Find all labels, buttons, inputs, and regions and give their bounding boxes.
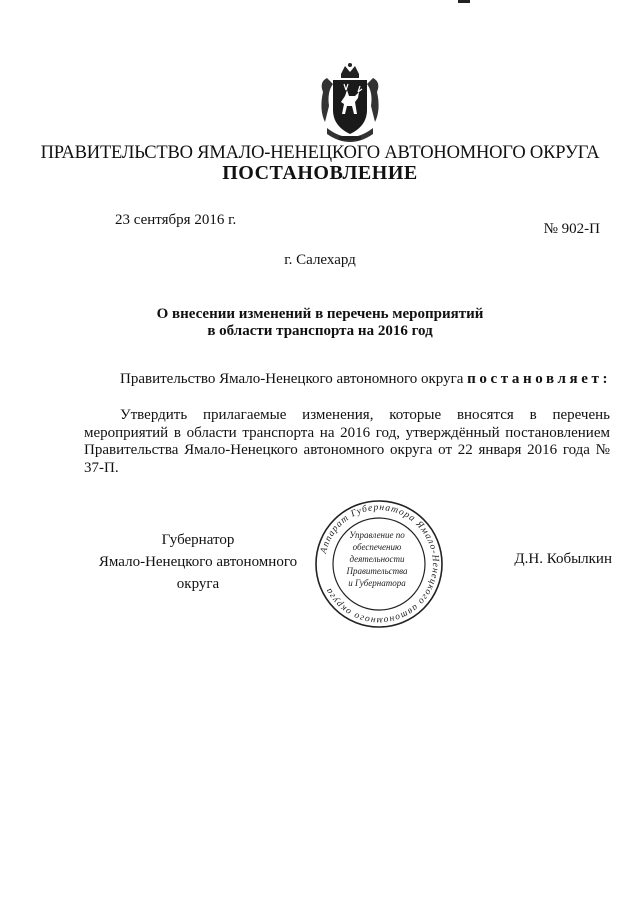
- resolution-paragraph: Утвердить прилагаемые изменения, которые вносятся в перечень мероприятий в области транспорта на 2016 год, утверждённый постановлением Правительства Ямало-Ненецкого автономного округа от 22 января 2016 года № 37-П.: [84, 407, 610, 476]
- document-number: № 902-П: [543, 221, 600, 237]
- document-city: г. Салехард: [284, 252, 356, 268]
- stamp-line: Управление по: [349, 530, 405, 540]
- position-line-2: Ямало-Ненецкого автономного округа: [98, 554, 298, 592]
- organization-name: ПРАВИТЕЛЬСТВО ЯМАЛО-НЕНЕЦКОГО АВТОНОМНОГО ОКРУГА: [40, 143, 600, 163]
- document-date: 23 сентября 2016 г.: [115, 212, 237, 228]
- document-title: [0, 306, 640, 340]
- title-line-2: в области транспорта на 2016 год: [207, 323, 433, 339]
- stamp-inner-text: [341, 529, 413, 589]
- signer-name: Д.Н. Кобылкин: [514, 551, 612, 567]
- title-line-1: О внесении изменений в перечень мероприятий: [156, 306, 484, 322]
- stamp-ring-text: Аппарат Губернатора Ямало-Ненецкого автономного округа: [319, 502, 441, 626]
- resolution-intro: [120, 371, 611, 388]
- stamp-line: и Губернатора: [348, 578, 406, 588]
- scan-mark: [458, 0, 470, 3]
- intro-subject: Правительство Ямало-Ненецкого автономного округа: [120, 371, 464, 387]
- coat-of-arms-icon: [317, 62, 383, 144]
- stamp-line: Правительства: [346, 566, 408, 576]
- position-line-1: Губернатор: [161, 532, 235, 548]
- intro-verb: постановляет:: [467, 371, 612, 387]
- stamp-line: обеспечению: [352, 542, 402, 552]
- signer-position: [82, 529, 314, 595]
- stamp-line: деятельности: [349, 554, 405, 564]
- document-type: ПОСТАНОВЛЕНИЕ: [222, 162, 418, 184]
